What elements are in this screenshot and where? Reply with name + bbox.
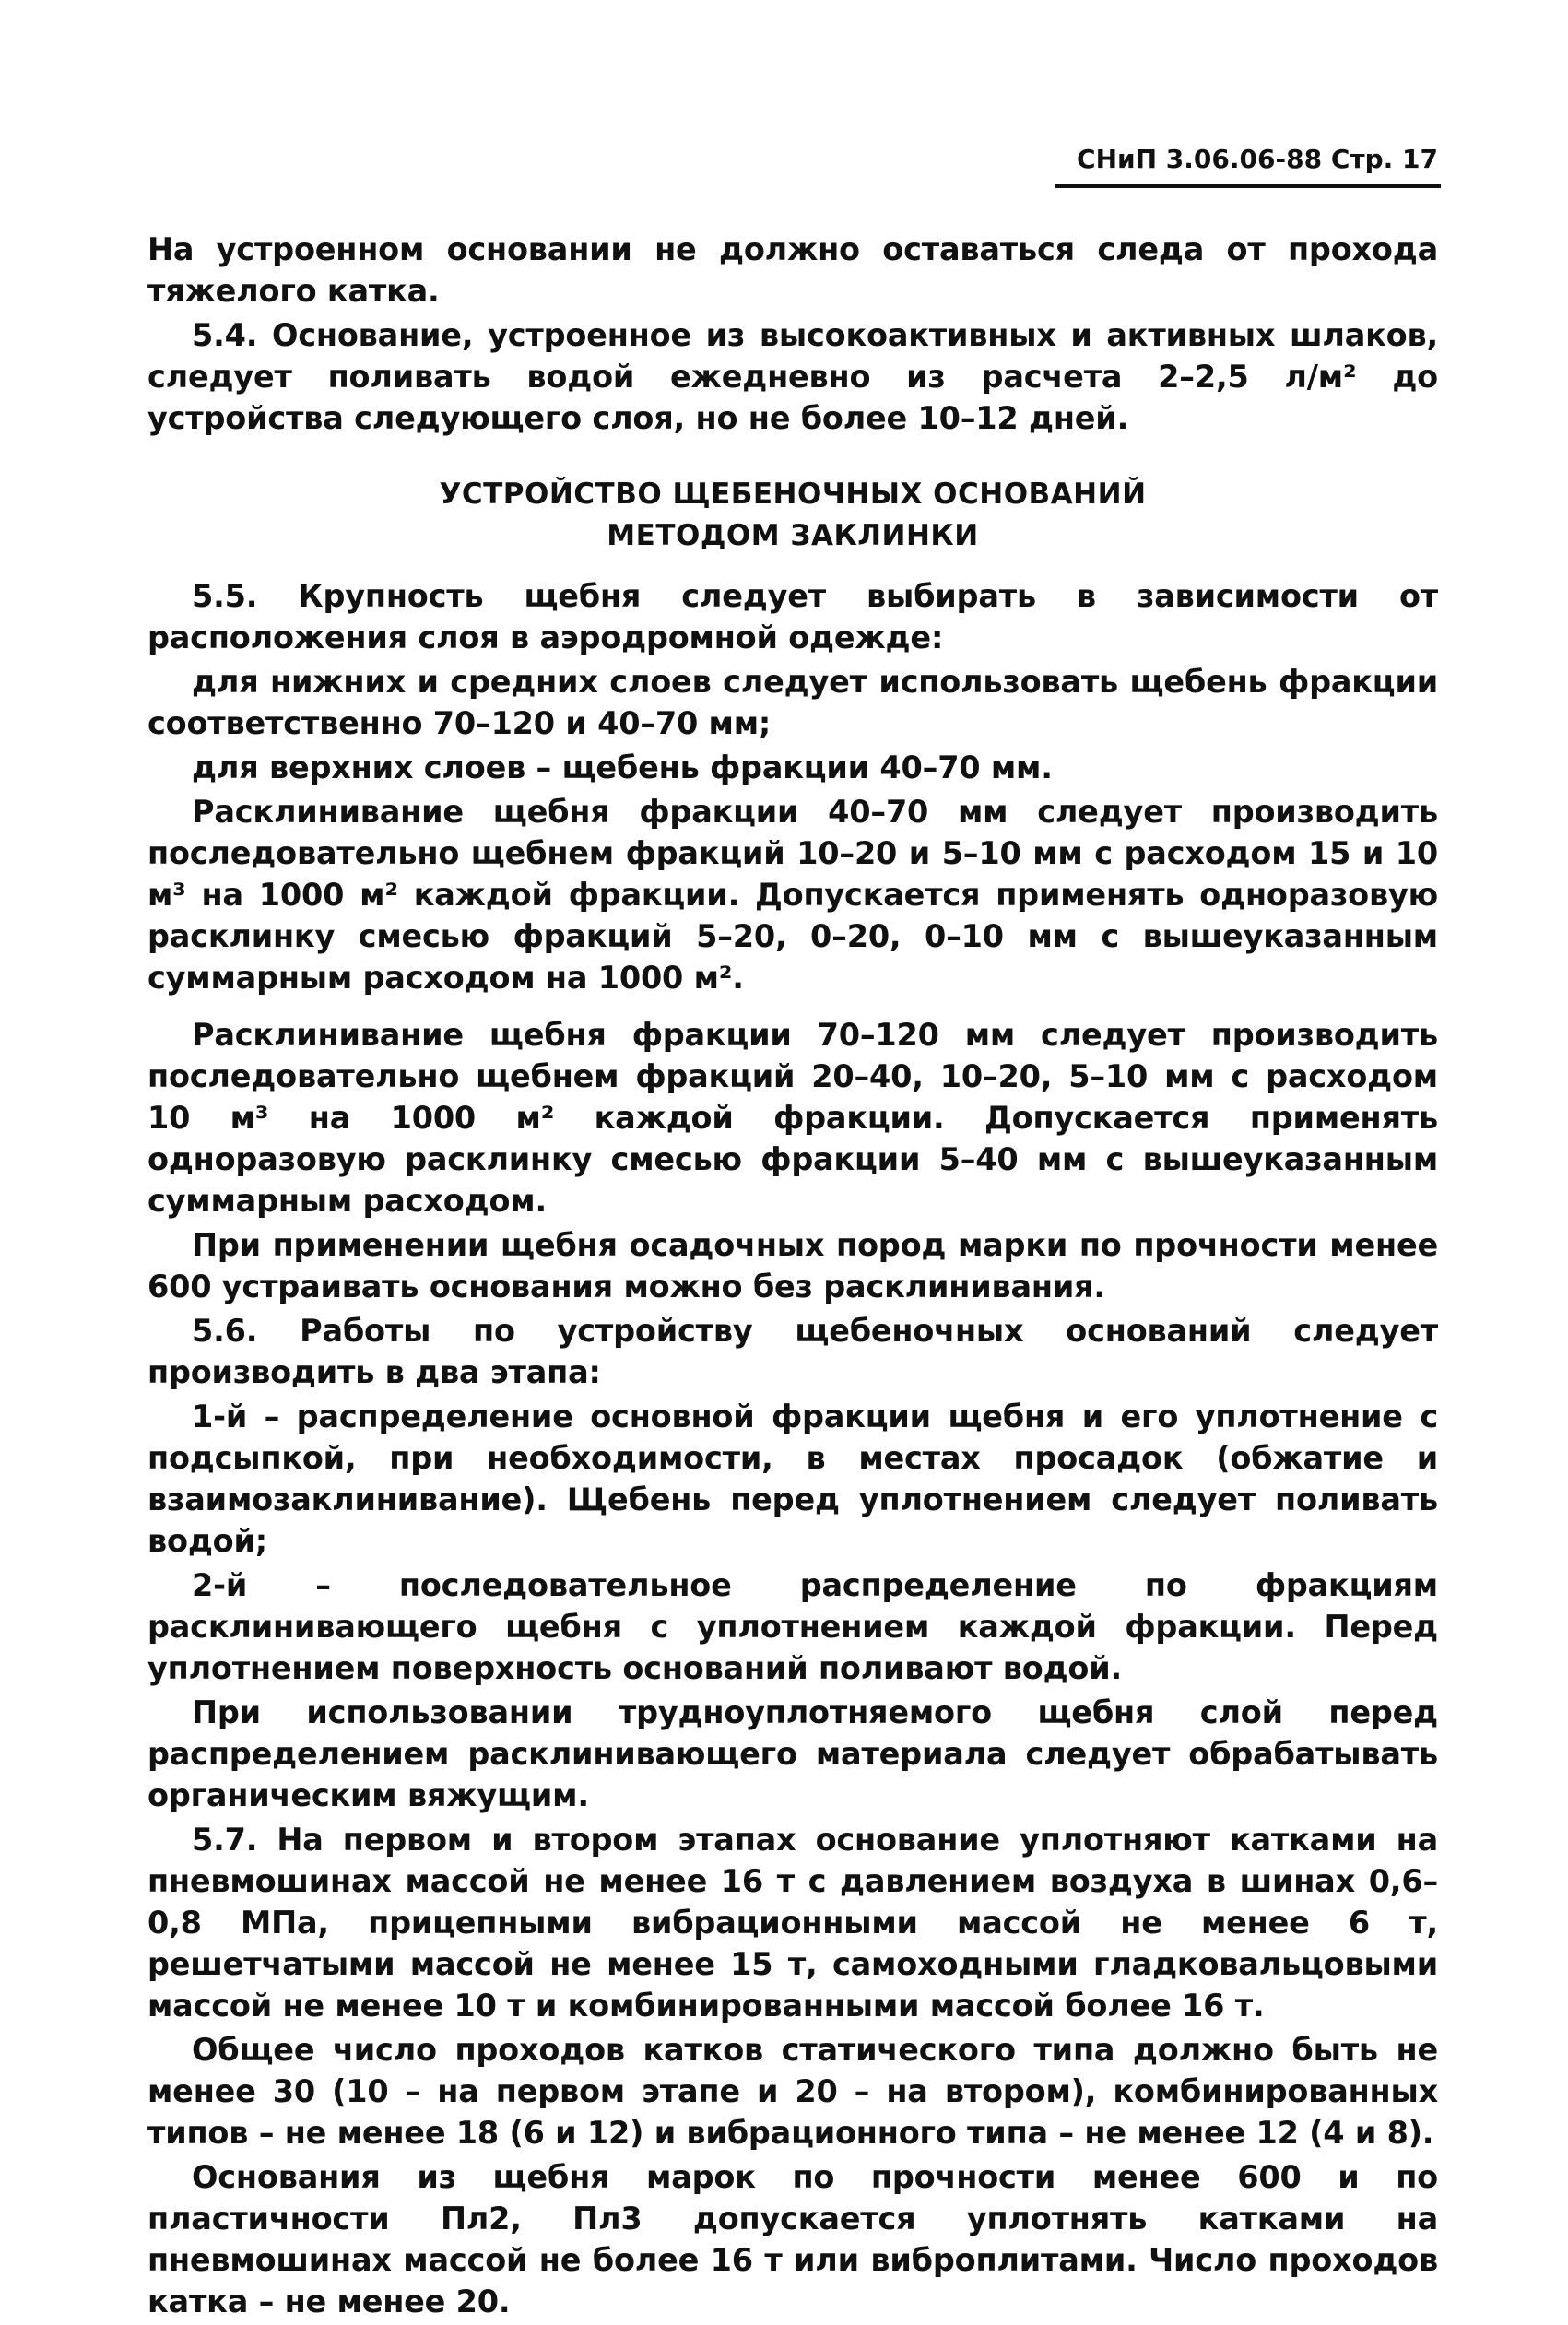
paragraph-hard-compaction: При использовании трудноуплотняемого щебня слой перед распределением расклинивающего материала следует обрабатывать органическим вяжущим. [147, 1694, 1438, 1813]
page-header: СНиП 3.06.06-88 Стр. 17 [1077, 144, 1438, 174]
paragraph-5-7: 5.7. На первом и втором этапах основание уплотняют катками на пневмошинах массой не менее 16 т с давлением воздуха в шинах 0,6–0,8 МПа, прицепными вибрационными массой не менее 6 т, решетчатыми массой не менее 15 т, самоходными гладковальцовыми массой не менее 10 т и комбинированными массой более 16 т. [147, 1822, 1438, 2024]
section-heading-line-1: УСТРОЙСТВО ЩЕБЕНОЧНЫХ ОСНОВАНИЙ [439, 478, 1147, 511]
paragraph-wedging-70-120: Расклинивание щебня фракции 70–120 мм следует производить последовательно щебнем фракций 20–40, 10–20, 5–10 мм с расходом 10 м³ на 1000 м² каждой фракции. Допускается применять одноразовую расклинку смесью фракции 5–40 мм с вышеуказанным суммарным расходом. [147, 1017, 1438, 1219]
section-heading-line-2: МЕТОДОМ ЗАКЛИНКИ [607, 519, 979, 552]
paragraph-stage-1: 1-й – распределение основной фракции щебня и его уплотнение с подсыпкой, при необходимости, в местах просадок (обжатие и взаимозаклинивание). Щебень перед уплотнением следует поливать водой; [147, 1399, 1438, 1559]
paragraph-stage-2: 2-й – последовательное распределение по фракциям расклинивающего щебня с уплотнением каждой фракции. Перед уплотнением поверхность оснований поливают водой. [147, 1567, 1438, 1686]
header-rule [1055, 184, 1441, 188]
paragraph-sedimentary: При применении щебня осадочных пород марки по прочности менее 600 устраивать основания можно без расклинивания. [147, 1227, 1438, 1304]
paragraph-gap [147, 1001, 1438, 1014]
section-heading [147, 474, 1438, 557]
paragraph-passes: Общее число проходов катков статического типа должно быть не менее 30 (10 – на первом этапе и 20 – на втором), комбинированных типов – не менее 18 (6 и 12) и вибрационного типа – не менее 12 (4 и 8). [147, 2032, 1438, 2151]
paragraph-5-4: 5.4. Основание, устроенное из высокоактивных и активных шлаков, следует поливать водой ежедневно из расчета 2–2,5 л/м² до устройства следующего слоя, но не более 10–12 дней. [147, 317, 1438, 436]
paragraph-5-6: 5.6. Работы по устройству щебеночных оснований следует производить в два этапа: [147, 1313, 1438, 1390]
paragraph-lower-layers: для нижних и средних слоев следует использовать щебень фракции соответственно 70–120 и 40–70 мм; [147, 664, 1438, 741]
document-body [147, 229, 1438, 2325]
paragraph-plasticity: Основания из щебня марок по прочности менее 600 и по пластичности Пл2, Пл3 допускается уплотнять катками на пневмошинах массой не более 16 т или виброплитами. Число проходов катка – не менее 20. [147, 2159, 1438, 2319]
paragraph-intro-1: На устроенном основании не должно оставаться следа от прохода тяжелого катка. [147, 231, 1438, 309]
paragraph-5-5: 5.5. Крупность щебня следует выбирать в зависимости от расположения слоя в аэродромной одежде: [147, 578, 1438, 655]
paragraph-upper-layers: для верхних слоев – щебень фракции 40–70 мм. [192, 749, 1053, 785]
paragraph-wedging-40-70: Расклинивание щебня фракции 40–70 мм следует производить последовательно щебнем фракций 10–20 и 5–10 мм с расходом 15 и 10 м³ на 1000 м² каждой фракции. Допускается применять одноразовую расклинку смесью фракций 5–20, 0–20, 0–10 мм с вышеуказанным суммарным расходом на 1000 м². [147, 794, 1438, 996]
